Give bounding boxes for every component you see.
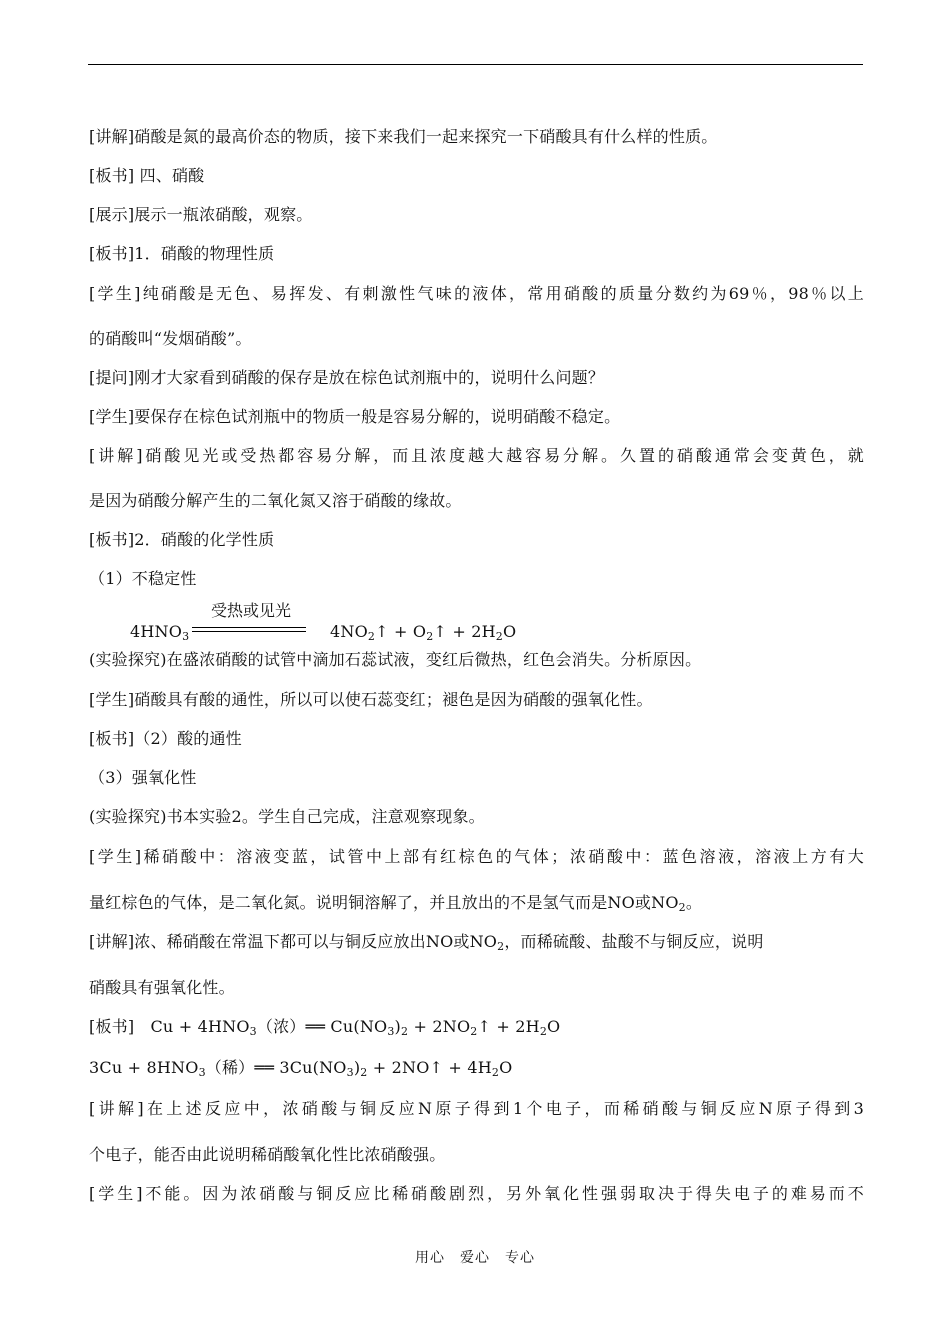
equation-left: $4HNO_3$ [130, 622, 190, 643]
text-line: 的硝酸叫“发烟硝酸”。 [89, 329, 252, 348]
header-rule [88, 64, 863, 65]
text-line: [学生]硝酸具有酸的通性，所以可以使石蕊变红；褪色是因为硝酸的强氧化性。 [89, 690, 653, 709]
text-line: [讲解]硝酸见光或受热都容易分解，而且浓度越大越容易分解。久置的硝酸通常会变黄色，就 [89, 446, 864, 465]
text-line: [提问]刚才大家看到硝酸的保存是放在棕色试剂瓶中的，说明什么问题？ [89, 368, 605, 387]
text-line: [学生]要保存在棕色试剂瓶中的物质一般是容易分解的，说明硝酸不稳定。 [89, 407, 621, 426]
text-line: [展示]展示一瓶浓硝酸，观察。 [89, 205, 313, 224]
text-line: [学生]纯硝酸是无色、易挥发、有刺激性气味的液体，常用硝酸的质量分数约为69％，98％以上 [89, 284, 864, 303]
text-line: [板书]2．硝酸的化学性质 [89, 530, 275, 549]
text-line: (实验探究)书本实验2。学生自己完成，注意观察现象。 [89, 807, 485, 826]
text-line: 个电子，能否由此说明稀硝酸氧化性比浓硝酸强。 [89, 1145, 446, 1164]
text-line: 是因为硝酸分解产生的二氧化氮又溶于硝酸的缘故。 [89, 491, 462, 510]
text-line: [讲解]在上述反应中，浓硝酸与铜反应N原子得到1个电子，而稀硝酸与铜反应N原子得到3 [89, 1099, 864, 1118]
text-line: [学生]稀硝酸中：溶液变蓝，试管中上部有红棕色的气体；浓硝酸中：蓝色溶液，溶液上方有大 [89, 847, 864, 866]
equation-concentrated: [板书] $Cu + 4HNO_3$（浓）══ $Cu(NO_3)_2$ + $2NO_2↑ + 2H_2O$ [89, 1017, 561, 1038]
text-line: 硝酸具有强氧化性。 [89, 978, 235, 997]
text-line: （3）强氧化性 [89, 768, 197, 787]
equation-dilute: $3Cu + 8HNO_3$（稀）══ $3Cu(NO_3)_2$ + 2NO↑ + $4H_2O$ [89, 1058, 513, 1079]
equation-right: $4NO_2↑$ + $O_2↑ + 2H_2O$ [330, 622, 517, 643]
text-line: 量红棕色的气体，是二氧化氮。说明铜溶解了，并且放出的不是氢气而是NO或$NO_2$。 [89, 893, 703, 914]
text-line: (实验探究)在盛浓硝酸的试管中滴加石蕊试液，变红后微热，红色会消失。分析原因。 [89, 650, 702, 669]
reaction-condition: 受热或见光 [210, 601, 291, 620]
text-line: [讲解]浓、稀硝酸在常温下都可以与铜反应放出NO或$NO_2$，而稀硫酸、盐酸不与铜反应，说明 [89, 932, 764, 953]
reaction-equals-bar [192, 627, 306, 632]
text-line: [板书]1．硝酸的物理性质 [89, 244, 275, 263]
text-line: [学生]不能。因为浓硝酸与铜反应比稀硝酸剧烈，另外氧化性强弱取决于得失电子的难易而不 [89, 1184, 864, 1203]
text-line: [板书] 四、硝酸 [89, 166, 205, 185]
text-line: （1）不稳定性 [89, 569, 197, 588]
page-footer: 用心 爱心 专心 [415, 1250, 535, 1266]
text-line: [板书]（2）酸的通性 [89, 729, 242, 748]
text-line: [讲解]硝酸是氮的最高价态的物质，接下来我们一起来探究一下硝酸具有什么样的性质。 [89, 127, 718, 146]
